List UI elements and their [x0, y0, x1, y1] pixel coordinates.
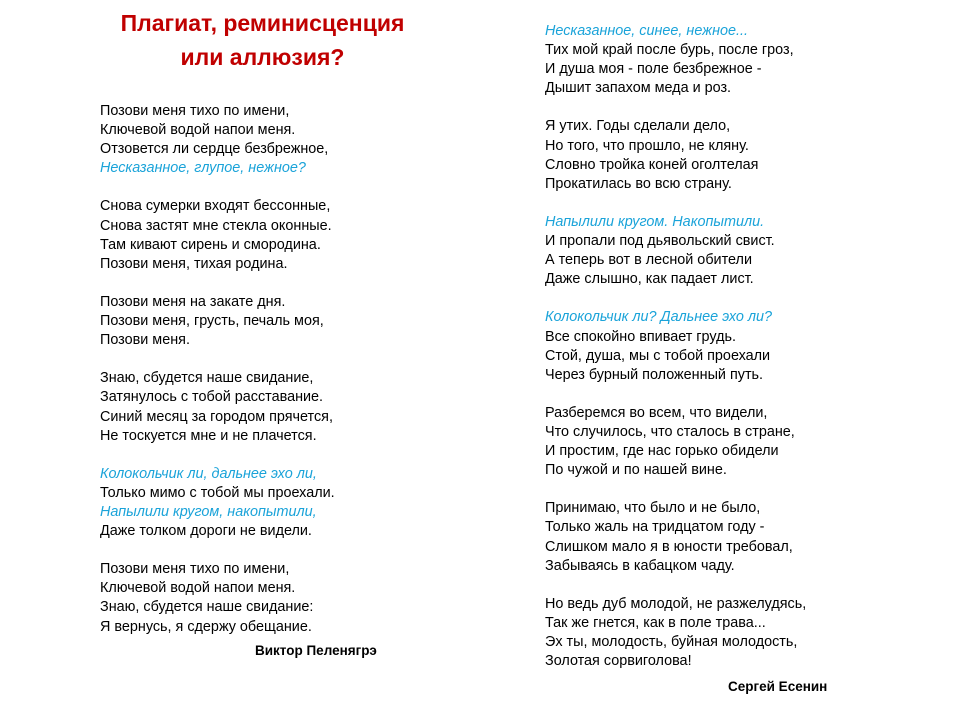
poem-line: Стой, душа, мы с тобой проехали [545, 347, 771, 364]
poem-line: Позови меня на закате дня. [100, 293, 286, 310]
poem-line: По чужой и по нашей вине. [545, 462, 727, 479]
poem-line: И пропали под дьявольский свист. [545, 233, 775, 250]
poem-line: Забываясь в кабацком чаду. [545, 557, 735, 574]
poem-line: И душа моя - поле безбрежное - [545, 61, 762, 78]
stanza [100, 197, 335, 273]
poem-line: Я утих. Годы сделали дело, [545, 118, 731, 135]
poem-line: Знаю, сбудется наше свидание, [100, 370, 314, 387]
stanza [545, 308, 806, 384]
left-poem [100, 102, 335, 637]
stanza [100, 293, 335, 350]
poem-line: Прокатилась во всю страну. [545, 175, 732, 192]
right-poem [545, 22, 806, 671]
highlighted-poem-line: Колокольчик ли? Дальнее эхо ли? [545, 309, 773, 326]
stanza [100, 102, 335, 178]
poem-line: Дышит запахом меда и роз. [545, 80, 732, 97]
poem-line: Там кивают сирень и смородина. [100, 236, 321, 253]
poem-line: Позови меня тихо по имени, [100, 561, 290, 578]
poem-line: Ключевой водой напои меня. [100, 122, 296, 139]
poem-line: Но ведь дуб молодой, не разжелудясь, [545, 595, 807, 612]
poem-line: Словно тройка коней оголтелая [545, 156, 759, 173]
highlighted-poem-line: Колокольчик ли, дальнее эхо ли, [100, 465, 317, 482]
poem-line: Золотая сорвиголова! [545, 653, 692, 670]
poem-line: Ключевой водой напои меня. [100, 580, 296, 597]
poem-line: Даже слышно, как падает лист. [545, 271, 754, 288]
highlighted-poem-line: Напылили кругом. Накопытили. [545, 213, 765, 230]
poem-line: Слишком мало я в юности требовал, [545, 538, 793, 555]
poem-line: Но того, что прошло, не кляну. [545, 137, 749, 154]
highlighted-poem-line: Несказанное, глупое, нежное? [100, 160, 306, 177]
poem-line: Не тоскуется мне и не плачется. [100, 427, 317, 444]
poem-line: Позови меня, тихая родина. [100, 255, 288, 272]
poem-line: Так же гнется, как в поле трава... [545, 614, 766, 631]
stanza [100, 560, 335, 636]
stanza [545, 499, 806, 575]
poem-line: Эх ты, молодость, буйная молодость, [545, 634, 798, 650]
poem-line: Знаю, сбудется наше свидание: [100, 599, 314, 616]
poem-line: Позови меня. [100, 332, 190, 349]
poem-line: Синий месяц за городом прячется, [100, 408, 333, 425]
poem-line: Позови меня тихо по имени, [100, 103, 290, 119]
highlighted-poem-line: Напылили кругом, накопытили, [100, 503, 317, 520]
poem-line: Позови меня, грусть, печаль моя, [100, 313, 324, 330]
left-poem-author: Виктор Пеленягрэ [255, 643, 377, 658]
poem-line: Через бурный положенный путь. [545, 366, 764, 383]
stanza [545, 117, 806, 193]
poem-line: Только мимо с тобой мы проехали. [100, 484, 335, 501]
poem-line: Что случилось, что сталось в стране, [545, 423, 795, 440]
slide-title-line-2: или аллюзия? [180, 44, 345, 70]
stanza [100, 465, 335, 541]
stanza [545, 213, 806, 289]
stanza [545, 22, 806, 98]
poem-line: Я вернусь, я сдержу обещание. [100, 618, 312, 635]
stanza [545, 404, 806, 480]
poem-line: Тих мой край после бурь, после гроз, [545, 42, 794, 59]
poem-line: Разберемся во всем, что видели, [545, 404, 768, 421]
poem-line: Затянулось с тобой расставание. [100, 389, 324, 406]
poem-line: Принимаю, что было и не было, [545, 500, 761, 517]
poem-line: Отзовется ли сердце безбрежное, [100, 141, 329, 158]
highlighted-poem-line: Несказанное, синее, нежное... [545, 23, 748, 39]
stanza [100, 369, 335, 445]
poem-line: Все спокойно впивает грудь. [545, 328, 737, 345]
poem-line: Снова застят мне стекла оконные. [100, 217, 332, 234]
poem-line: И простим, где нас горько обидели [545, 443, 779, 460]
right-poem-author: Сергей Есенин [728, 679, 828, 694]
stanza [545, 595, 806, 671]
poem-line: А теперь вот в лесной обители [545, 252, 752, 269]
poem-line: Только жаль на тридцатом году - [545, 519, 765, 536]
poem-line: Снова сумерки входят бессонные, [100, 198, 331, 215]
poem-line: Даже толком дороги не видели. [100, 523, 312, 540]
slide-title-line-1: Плагиат, реминисценция [120, 10, 405, 36]
